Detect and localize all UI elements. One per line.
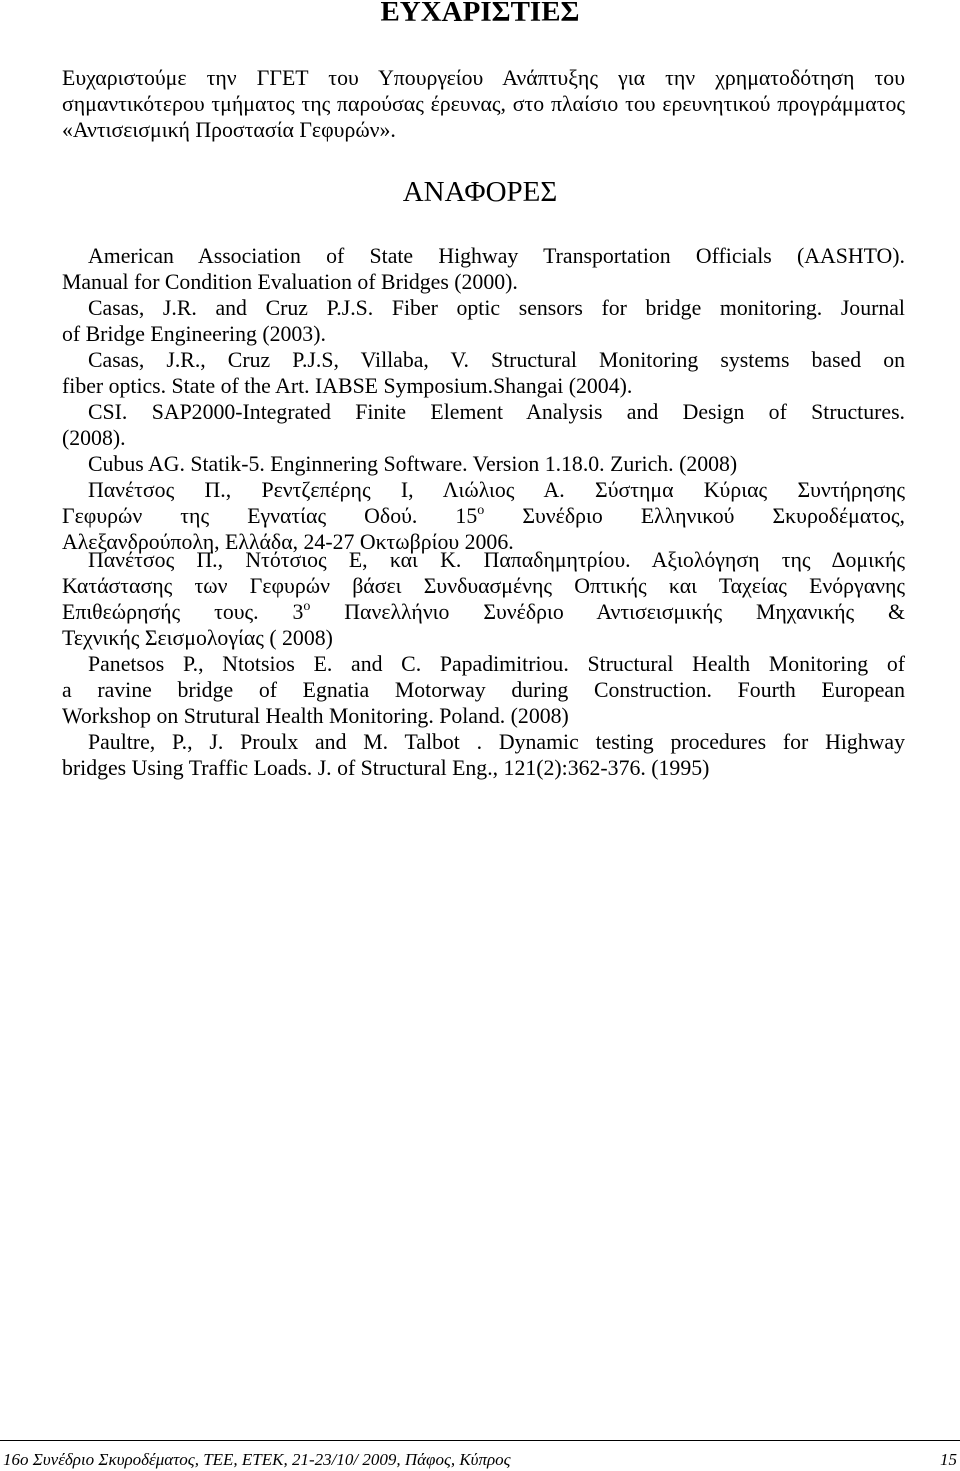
reference-item: Paultre, P., J. Proulx and M. Talbot . Dynamic testing procedures for Highway bridges Using Traffic Loads. J. of Structural Eng., 121(2):362-376. (1995): [62, 730, 905, 780]
footer-divider: [0, 1440, 960, 1441]
reference-item: Πανέτσος Π., Ντότσιος Ε, και Κ. Παπαδημητρίου. Αξιολόγηση της Δομικής Κατάστασης των Γεφυρών βάσει Συνδυασμένης Οπτικής και Ταχείας Ενόργανης Επιθεώρησής τους. $3^o$ Πανελλήνιο Συνέδριο Αντισεισμικής Μηχανικής & Τεχνικής Σεισμολογίας ( 2008): [62, 548, 905, 650]
references-title: ΑΝΑΦΟΡΕΣ: [402, 176, 558, 208]
reference-item: Casas, J.R. and Cruz P.J.S. Fiber optic sensors for bridge monitoring. Journal of Bridge Engineering (2003).: [62, 296, 905, 346]
reference-item: Panetsos P., Ntotsios E. and C. Papadimitriou. Structural Health Monitoring of a ravine bridge of Egnatia Motorway during Construction. Fourth European Workshop on Strutural Health Monitoring. Poland. (2008): [62, 652, 905, 728]
footer-conference: 16ο Συνέδριο Σκυροδέματος, ΤΕΕ, ΕΤΕΚ, 21-23/10/ 2009, Πάφος, Κύπρος: [3, 1450, 511, 1469]
acknowledgements-paragraph: Ευχαριστούμε την ΓΓΕΤ του Υπουργείου Ανάπτυξης για την χρηματοδότηση του σημαντικότερου τμήματος της παρούσας έρευνας, στο πλαίσιο του ερευνητικού προγράμματος «Αντισεισμική Προστασία Γεφυρών».: [62, 66, 905, 142]
reference-item: Πανέτσος Π., Ρεντζεπέρης Ι, Λιώλιος Α. Σύστημα Κύριας Συντήρησης Γεφυρών της Εγνατίας Οδού. $15^o$ Συνέδριο Ελληνικού Σκυροδέματος, Αλεξανδρούπολη, Ελλάδα, 24-27 Οκτωβρίου 2006.: [62, 478, 905, 554]
reference-item: CSI. SAP2000-Integrated Finite Element Analysis and Design of Structures. (2008).: [62, 400, 905, 450]
page-number: 15: [940, 1450, 957, 1469]
acknowledgements-title: ΕΥΧΑΡΙΣΤΙΕΣ: [380, 0, 580, 28]
reference-item: Casas, J.R., Cruz P.J.S, Villaba, V. Structural Monitoring systems based on fiber optics. State of the Art. IABSE Symposium.Shangai (2004).: [62, 348, 905, 398]
reference-item: Cubus AG. Statik-5. Enginnering Software. Version 1.18.0. Zurich. (2008): [88, 452, 738, 476]
reference-item: American Association of State Highway Transportation Officials (AASHTO). Manual for Condition Evaluation of Bridges (2000).: [62, 244, 905, 294]
